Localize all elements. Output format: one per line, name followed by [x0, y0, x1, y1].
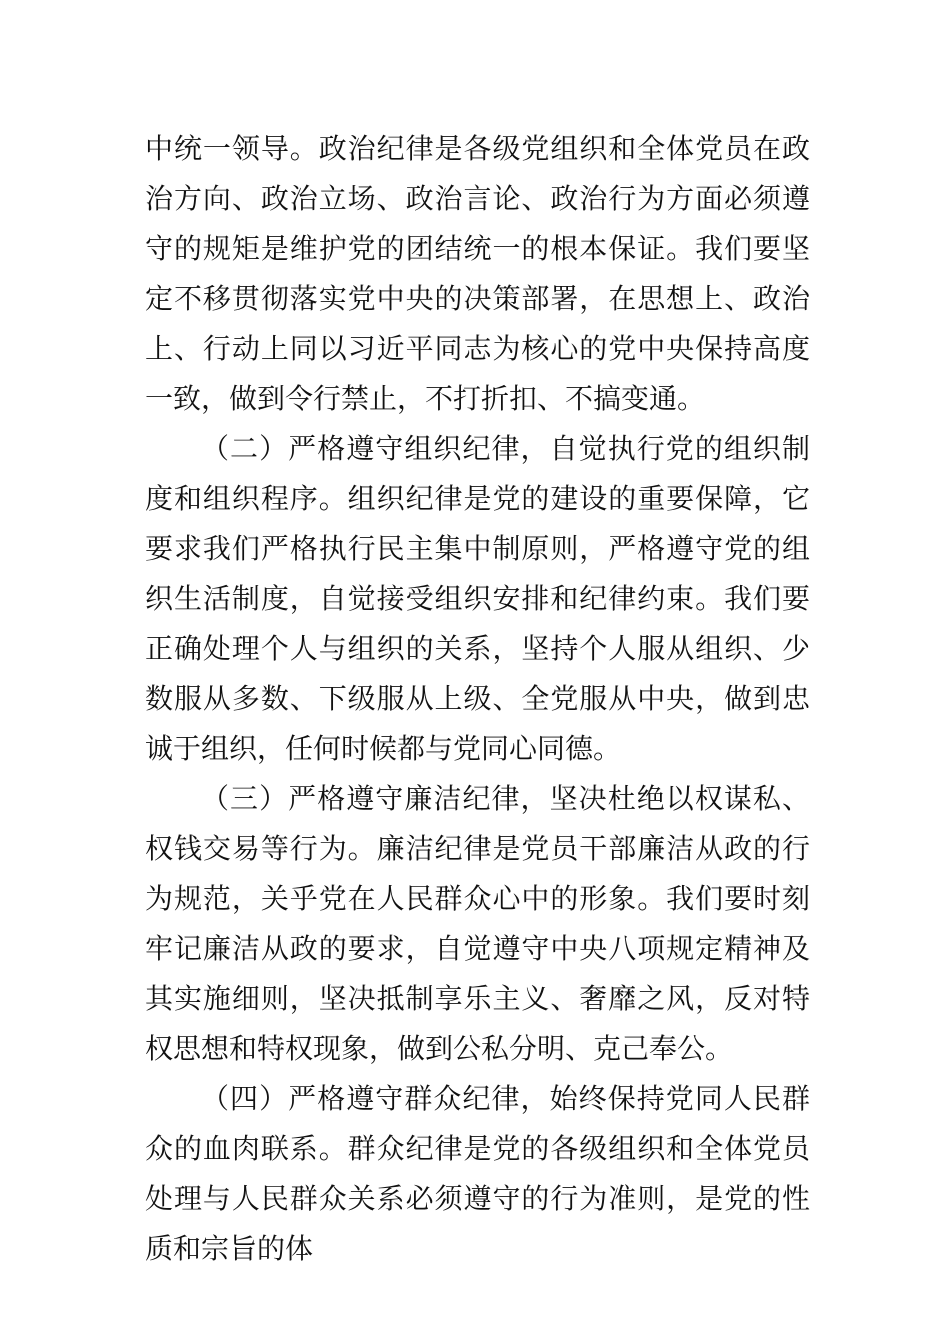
- paragraph-integrity-discipline: （三）严格遵守廉洁纪律，坚决杜绝以权谋私、权钱交易等行为。廉洁纪律是党员干部廉洁从政的行为规范，关乎党在人民群众心中的形象。我们要时刻牢记廉洁从政的要求，自觉遵守中央八项规定精神及其实施细则，坚决抵制享乐主义、奢靡之风，反对特权思想和特权现象，做到公私分明、克己奉公。: [145, 782, 810, 1065]
- paragraph-mass-discipline: （四）严格遵守群众纪律，始终保持党同人民群众的血肉联系。群众纪律是党的各级组织和全体党员处理与人民群众关系必须遵守的行为准则，是党的性质和宗旨的体: [145, 1082, 810, 1265]
- body-text: [145, 124, 810, 1274]
- paragraph-organizational-discipline: （二）严格遵守组织纪律，自觉执行党的组织制度和组织程序。组织纪律是党的建设的重要保障，它要求我们严格执行民主集中制原则，严格遵守党的组织生活制度，自觉接受组织安排和纪律约束。我们要正确处理个人与组织的关系，坚持个人服从组织、少数服从多数、下级服从上级、全党服从中央，做到忠诚于组织，任何时候都与党同心同德。: [145, 432, 810, 765]
- paragraph-continuation: 中统一领导。政治纪律是各级党组织和全体党员在政治方向、政治立场、政治言论、政治行为方面必须遵守的规矩是维护党的团结统一的根本保证。我们要坚定不移贯彻落实党中央的决策部署，在思想上、政治上、行动上同以习近平同志为核心的党中央保持高度一致，做到令行禁止，不打折扣、不搞变通。: [145, 132, 810, 415]
